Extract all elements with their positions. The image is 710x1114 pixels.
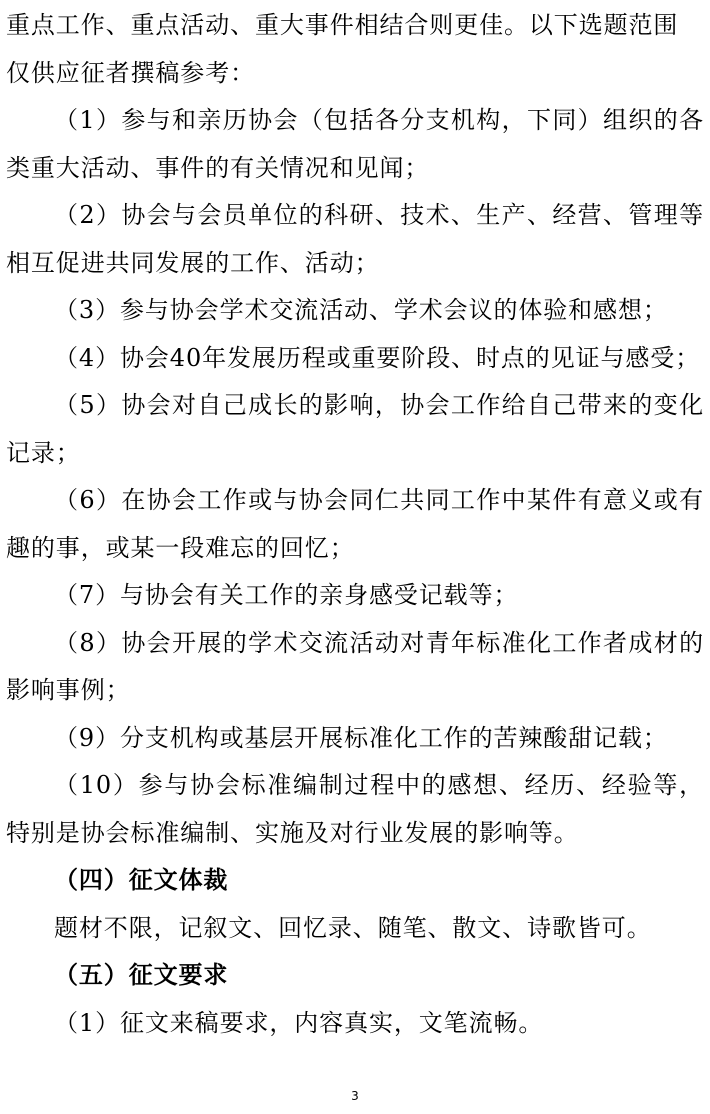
topic-item-2: （2）协会与会员单位的科研、技术、生产、经营、管理等相互促进共同发展的工作、活动； bbox=[6, 201, 704, 277]
topic-item-3: （3）参与协会学术交流活动、学术会议的体验和感想； bbox=[54, 296, 668, 324]
topic-item-8: （8）协会开展的学术交流活动对青年标准化工作者成材的影响事例； bbox=[6, 628, 704, 704]
topic-item-4: （4）协会40年发展历程或重要阶段、时点的见证与感受； bbox=[54, 343, 701, 372]
topic-item-9: （9）分支机构或基层开展标准化工作的苦辣酸甜记载； bbox=[54, 723, 668, 752]
topic-item-10: （10）参与协会标准编制过程中的感想、经历、经验等，特别是协会标准编制、实施及对行业发展的影响等。 bbox=[6, 771, 704, 847]
section-4-heading: （四）征文体裁 bbox=[54, 866, 229, 894]
page-number: 3 bbox=[351, 1089, 359, 1103]
section-5-item-1: （1）征文来稿要求，内容真实，文笔流畅。 bbox=[54, 1008, 544, 1037]
topic-item-1: （1）参与和亲历协会（包括各分支机构，下同）组织的各类重大活动、事件的有关情况和见闻； bbox=[6, 106, 704, 182]
topic-item-6: （6）在协会工作或与协会同仁共同工作中某件有意义或有趣的事，或某一段难忘的回忆； bbox=[6, 486, 704, 562]
section-4-body: 题材不限，记叙文、回忆录、随笔、散文、诗歌皆可。 bbox=[54, 913, 652, 942]
intro-line-1: 重点工作、重点活动、重大事件相结合则更佳。以下选题范围 bbox=[6, 11, 679, 39]
topic-item-5: （5）协会对自己成长的影响，协会工作给自己带来的变化记录； bbox=[6, 391, 704, 467]
intro-line-2: 仅供应征者撰稿参考： bbox=[6, 58, 255, 87]
topic-item-7: （7）与协会有关工作的亲身感受记载等； bbox=[54, 581, 519, 609]
section-5-heading: （五）征文要求 bbox=[54, 961, 229, 989]
